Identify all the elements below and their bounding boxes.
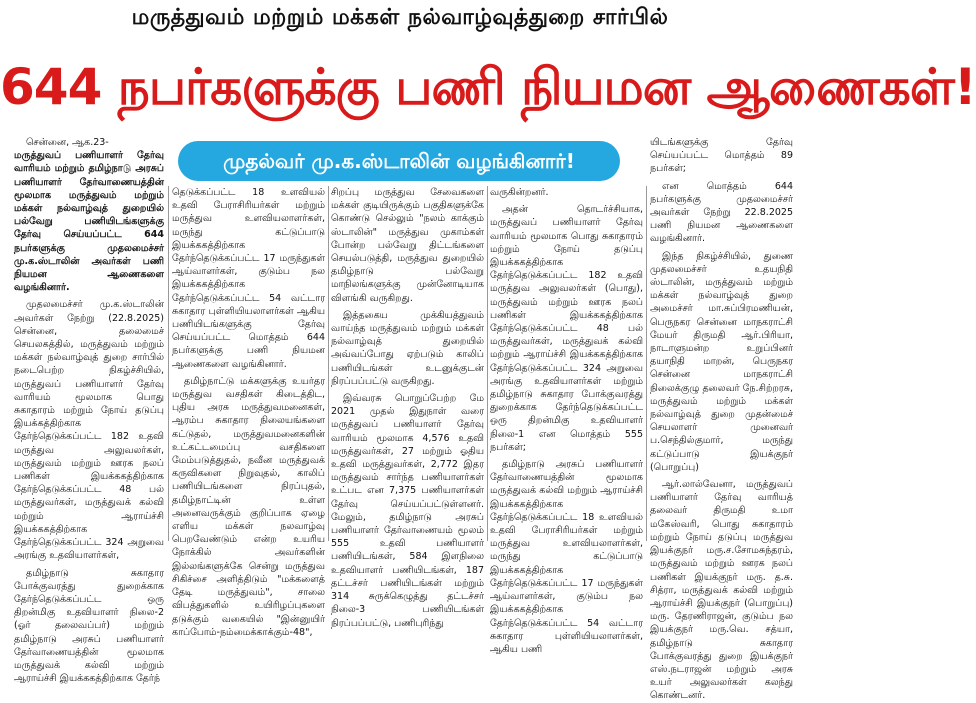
article-column-3 (331, 186, 484, 629)
column-divider (487, 186, 488, 541)
column-divider (328, 186, 329, 541)
paragraph: ஆர்.லால்வேனா, மருத்துவப் பணியாளர் தேர்வு வாரியத் தலைவர் திருமதி உமா மகேஸ்வரி, பொது சுகாதாரம் மற்றும் நோய் தடுப்பு மருத்துவ இயக்குநர் மரு.ச.சோமசுந்தரம், மருத்துவம் மற்றும் ஊரக நலப் பணிகள் இயக்குநர் மரு. த.சு. சித்ரா, மருத்துவக் கல்வி மற்றும் ஆராய்ச்சி இயக்குநர் (பொறுப்பு) மரு. தேரணிராஜன், குடும்ப நல இயக்குநர் மரு.வெ. சத்யா, தமிழ்நாடு சுகாதார போக்குவரத்து துறை இயக்குநர் எஸ்.நடராஜன் மற்றும் அரசு உயர் அலுவலர்கள் கலந்து கொண்டனர். (650, 479, 793, 702)
paragraph: அதன் தொடர்ச்சியாக, மருத்துவப் பணியாளர் தேர்வு வாரியம் மூலமாக பொது சுகாதாரம் மற்றும் நோய் தடுப்பு இயக்ககத்திற்காக தேர்ந்தெடுக்கப்பட்ட 182 உதவி மருத்துவ அலுவலர்கள் (பொது), மருத்துவம் மற்றும் ஊரக நலப் பணிகள் இயக்ககத்திற்காக தேர்ந்தெடுக்கப்பட்ட 48 பல் மருத்துவர்கள், மருத்துவக் கல்வி மற்றும் ஆராய்ச்சி இயக்ககத்திற்காக தேர்ந்தெடுக்கப்பட்ட 324 அறுவை அரங்கு உதவியாளர்கள் மற்றும் தமிழ்நாடு சுகாதார போக்குவரத்து துறைக்காக தேர்ந்தெடுக்கப்பட்ட ஒரு திறன்மிகு உதவியாளர் நிலை-1 என மொத்தம் 555 நபர்கள்; (490, 204, 643, 453)
paragraph: தமிழ்நாடு அரசுப் பணியாளர் தேர்வாணையத்தின் மூலமாக மருத்துவக் கல்வி மற்றும் ஆராய்ச்சி இயக்ககத்திற்காக தேர்ந்தெடுக்கப்பட்ட 18 உளவியல் உதவி பேராசிரியர்கள் மற்றும் மருத்துவ உளவியலாளர்கள், மருந்து கட்டுப்பாடு இயக்ககத்திற்காக தேர்ந்தெடுக்கப்பட்ட 17 மருந்துகள் ஆய்வாளர்கள், குடும்ப நல இயக்ககத்திற்காக தேர்ந்தெடுக்கப்பட்ட 54 வட்டார சுகாதார புள்ளியியலாளர்கள், ஆகிய பணி (490, 459, 643, 655)
kicker-heading: மருத்துவம் மற்றும் மக்கள் நல்வாழ்வுத்துறை சார்பில் (131, 5, 669, 30)
paragraph: இத்தகைய முக்கியத்துவம் வாய்ந்த மருத்துவம் மற்றும் மக்கள் நல்வாழ்வுத் துறையில் அவ்வப்போது ஏற்படும் காலிப் பணியிடங்கள் உடனுக்குடன் நிரப்பப்பட்டு வருகிறது. (331, 309, 484, 387)
paragraph: யிடங்களுக்கு தேர்வு செய்யப்பட்ட மொத்தம் 89 நபர்கள்; (650, 137, 793, 175)
headline: 644 நபர்களுக்கு பணி நியமன ஆணைகள்! (0, 58, 976, 116)
article-column-5 (650, 136, 793, 702)
column-divider (646, 186, 647, 541)
dateline: சென்னை, ஆக.23- (26, 137, 109, 148)
article-column-4 (490, 186, 643, 655)
article-column-1 (14, 136, 164, 685)
paragraph: தமிழ்நாட்டு மக்களுக்கு உயர்தர மருத்துவ வசதிகள் கிடைத்திட, புதிய அரசு மருத்துவமனைகள், ஆரம்ப சுகாதார நிலையங்களை கட்டுதல், மருத்துவமனைகளின் உட்கட்டமைப்பு வசதிகளை மேம்படுத்துதல், நவீன மருத்துவக் கருவிகளை நிறுவுதல், காலிப் பணியிடங்களை நிரப்புதல், தமிழ்நாட்டின் உள்ள அனைவருக்கும் குறிப்பாக ஏழை எளிய மக்கள் நலவாழ்வு பெறவேண்டும் என்ற உயரிய நோக்கில் அவர்களின் இல்லங்களுக்கே சென்று மருத்துவ சிகிச்சை அளித்திடும் "மக்களைத் தேடி மருத்துவம்", சாலை விபத்துகளில் உயிரிழப்புகளை தடுக்கும் வகையில் "இன்னுயிர் காப்போம்-நம்மைக்காக்கும்-48", (172, 375, 325, 638)
paragraph: என மொத்தம் 644 நபர்களுக்கு முதலமைச்சர் அவர்கள் நேற்று 22.8.2025 பணி நியமன ஆணைகளை வழங்கினார். (650, 180, 793, 245)
paragraph: சிறப்பு மருத்துவ சேவைகளை மக்கள் குடியிருக்கும் பகுதிகளுக்கே கொண்டு செல்லும் "நலம் காக்கும் ஸ்டாலின்" மருத்துவ முகாம்கள் போன்ற பல்வேறு திட்டங்களை செயல்படுத்தி, மருத்துவ துறையில் தமிழ்நாடு பல்வேறு மாநிலங்களுக்கு முன்னோடியாக விளங்கி வருகிறது. (331, 187, 484, 304)
column-divider (168, 186, 169, 541)
paragraph: இவ்வரசு பொறுப்பேற்ற மே 2021 முதல் இதுநாள் வரை மருத்துவப் பணியாளர் தேர்வு வாரியம் மூலமாக 4,576 உதவி மருத்துவர்கள், 27 மற்றும் ஓதிய உதவி மருத்துவர்கள், 2,772 இதர மருத்துவம் சார்ந்த பணியாளர்கள் உட்பட என 7,375 பணியாளர்கள் தேர்வு செய்யப்பட்டுள்ளனர். மேலும், தமிழ்நாடு அரசுப் பணியாளர் தேர்வாணையம் மூலம் 555 உதவி பணியாளர் பணியிடங்கள், 584 இளநிலை உதவியாளர் பணியிடங்கள், 187 தட்டச்சர் பணியிடங்கள் மற்றும் 314 சுருக்கெழுத்து தட்டச்சர் நிலை-3 பணியிடங்கள் நிரப்பப்பட்டு, பணிபுரிந்து (331, 393, 484, 629)
paragraph: முதலமைச்சர் மு.க.ஸ்டாலின் அவர்கள் நேற்று (22.8.2025) சென்னை, தலைமைச் செயலகத்தில், மருத்துவம் மற்றும் மக்கள் நல்வாழ்வுத் துறை சார்பில் நடைபெற்ற நிகழ்ச்சியில், மருத்துவப் பணியாளர் தேர்வு வாரியம் மூலமாக பொது சுகாதாரம் மற்றும் நோய் தடுப்பு இயக்கத்திற்காக தேர்ந்தெடுக்கப்பட்ட 182 உதவி மருத்துவ அலுவலர்கள், மருத்துவம் மற்றும் ஊரக நலப் பணிகள் இயக்ககத்திற்காக தேர்ந்தெடுக்கப்பட்ட 48 பல் மருத்துவர்கள், மருத்துவக் கல்வி மற்றும் ஆராய்ச்சி இயக்ககத்திற்காக தேர்ந்தெடுக்கப்பட்ட 324 அறுவை அரங்கு உதவியாளர்கள், (14, 299, 164, 562)
paragraph: வருகின்றனர். (490, 187, 549, 198)
article-column-2 (172, 186, 325, 638)
lead-paragraph: மருத்துவப் பணியாளர் தேர்வு வாரியம் மற்றும் தமிழ்நாடு அரசுப் பணியாளர் தேர்வாணையத்தின் மூலமாக மருத்துவம் மற்றும் மக்கள் நல்வாழ்வுத் துறையில் பல்வேறு பணியிடங்களுக்கு தேர்வு செய்யப்பட்ட 644 நபர்களுக்கு முதலமைச்சர் மு.க.ஸ்டாலின் அவர்கள் பணி நியமன ஆணைகளை வழங்கினார். (14, 150, 164, 294)
paragraph: இந்த நிகழ்ச்சியில், துணை முதலமைச்சர் உதயநிதி ஸ்டாலின், மருத்துவம் மற்றும் மக்கள் நல்வாழ்வுத் துறை அமைச்சர் மா.சுப்பிரமணியன், பெருநகர சென்னை மாநகராட்சி மேயர் திருமதி ஆர்.பிரியா, நாடாளுமன்ற உறுப்பினர் தயாநிதி மாறன், பெருநகர சென்னை மாநகராட்சி நிலைக்குழு தலைவர் நே.சிற்றரசு, மருத்துவம் மற்றும் மக்கள் நல்வாழ்வுத் துறை முதன்மைச் செயலாளர் முனைவர் ப.செந்தில்குமார், மருந்து கட்டுப்பாடு இயக்குநர் (பொறுப்பு) (650, 250, 793, 473)
subheadline-banner: முதல்வர் மு.க.ஸ்டாலின் வழங்கினார்! (178, 141, 620, 181)
paragraph: தெடுக்கப்பட்ட 18 உளவியல் உதவி பேராசிரியர்கள் மற்றும் மருத்துவ உளவியலாளர்கள், மருந்து கட்டுப்பாடு இயக்ககத்திற்காக தேர்ந்தெடுக்கப்பட்ட 17 மருந்துகள் ஆய்வாளர்கள், குடும்ப நல இயக்ககத்திற்காக தேர்ந்தெடுக்கப்பட்ட 54 வட்டார சுகாதார புள்ளியியலாளர்கள் ஆகிய பணியிடங்களுக்கு தேர்வு செய்யப்பட்ட மொத்தம் 644 நபர்களுக்கு பணி நியமன ஆணைகளை வழங்கினார். (172, 187, 325, 370)
paragraph: தமிழ்நாடு சுகாதார போக்குவரத்து துறைக்காக தேர்ந்தெடுக்கப்பட்ட ஒரு திறன்மிகு உதவியாளர் நிலை-2 (ஓர் தலைவப்பர்) மற்றும் தமிழ்நாடு அரசுப் பணியாளர் தேர்வாணையத்தின் மூலமாக மருத்துவக் கல்வி மற்றும் ஆராய்ச்சி இயக்ககத்திற்காக தேர்ந் (14, 567, 164, 685)
